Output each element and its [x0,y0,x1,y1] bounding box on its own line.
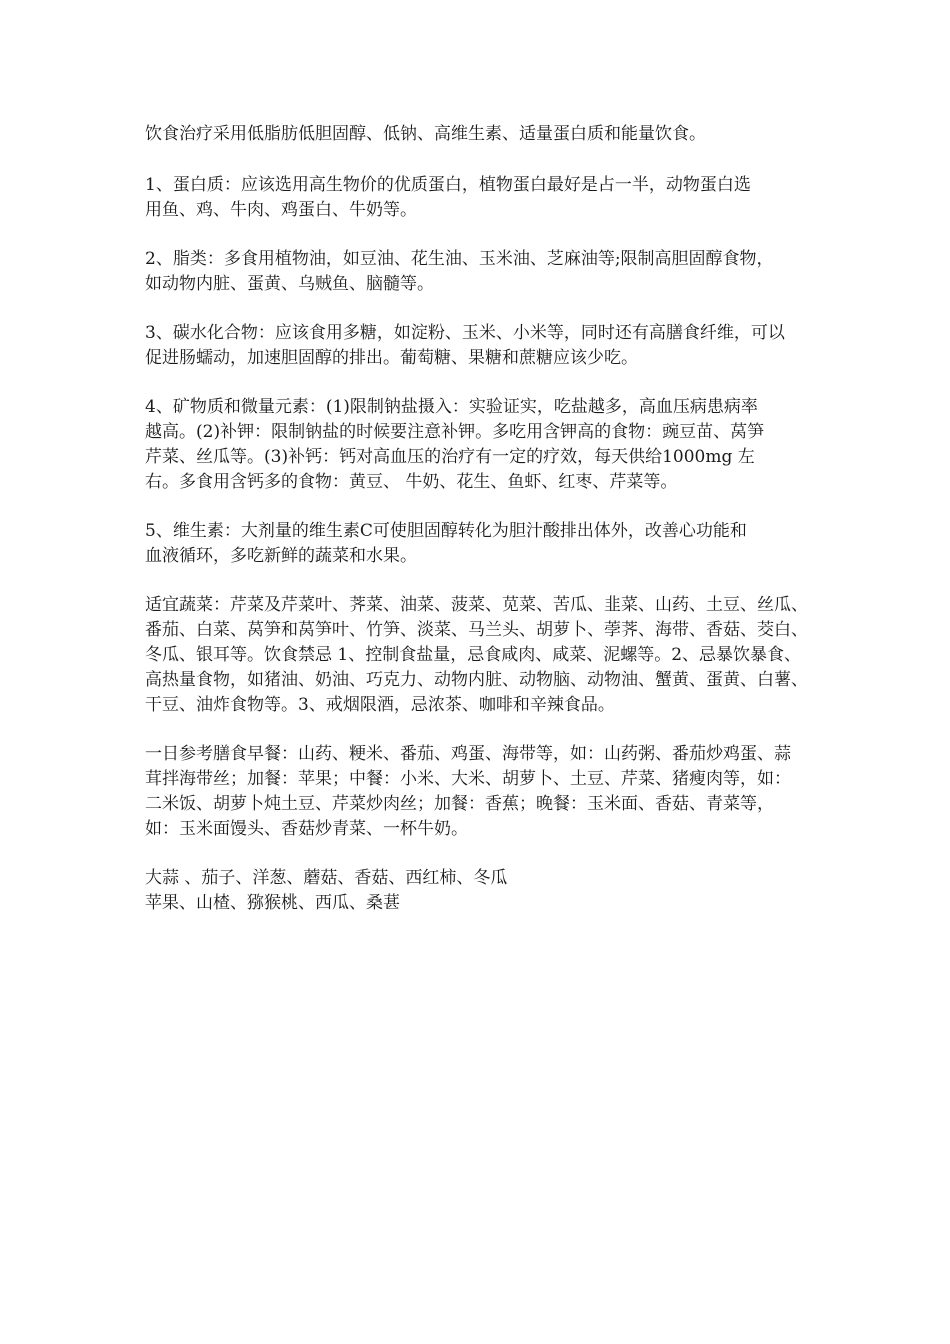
text-line: 茸拌海带丝；加餐：苹果；中餐：小米、大米、胡萝卜、土豆、芹菜、猪瘦肉等，如： [145,769,791,789]
fats-paragraph [145,247,815,297]
text-line: 血液循环，多吃新鲜的蔬菜和水果。 [145,546,417,566]
text-line: 1、蛋白质：应该选用高生物价的优质蛋白，植物蛋白最好是占一半，动物蛋白选 [145,175,751,195]
text-line: 右。多食用含钙多的食物：黄豆、 牛奶、花生、鱼虾、红枣、芹菜等。 [145,472,678,492]
text-line: 干豆、油炸食物等。3、戒烟限酒，忌浓茶、咖啡和辛辣食品。 [145,695,615,715]
text-line: 如动物内脏、蛋黄、乌贼鱼、脑髓等。 [145,274,434,294]
recommended-foods-paragraph [145,866,815,916]
minerals-paragraph [145,395,815,495]
text-line: 冬瓜、银耳等。饮食禁忌 1、控制食盐量，忌食咸肉、咸菜、泥螺等。2、忌暴饮暴食、 [145,645,802,665]
text-line: 苹果、山楂、猕猴桃、西瓜、桑葚 [145,893,400,913]
carbohydrates-paragraph [145,321,815,371]
text-line: 如：玉米面馒头、香菇炒青菜、一杯牛奶。 [145,819,468,839]
text-line: 一日参考膳食早餐：山药、粳米、番茄、鸡蛋、海带等，如：山药粥、番茄炒鸡蛋、蒜 [145,744,791,764]
vitamins-paragraph [145,519,815,569]
daily-menu-paragraph [145,742,815,842]
protein-paragraph [145,173,815,223]
text-line: 适宜蔬菜：芹菜及芹菜叶、荠菜、油菜、菠菜、苋菜、苦瓜、韭菜、山药、土豆、丝瓜、 [145,595,808,615]
suitable-vegetables-paragraph [145,593,815,718]
text-line: 4、矿物质和微量元素：(1)限制钠盐摄入：实验证实，吃盐越多，高血压病患病率 [145,397,758,417]
text-line: 饮食治疗采用低脂肪低胆固醇、低钠、高维生素、适量蛋白质和能量饮食。 [145,124,706,144]
text-line: 大蒜 、茄子、洋葱、蘑菇、香菇、西红柿、冬瓜 [145,868,508,888]
text-line: 番茄、白菜、莴笋和莴笋叶、竹笋、淡菜、马兰头、胡萝卜、荸荠、海带、香菇、茭白、 [145,620,808,640]
text-line: 3、碳水化合物：应该食用多糖，如淀粉、玉米、小米等，同时还有高膳食纤维，可以 [145,323,785,343]
intro-paragraph [145,122,815,147]
text-line: 越高。(2)补钾：限制钠盐的时候要注意补钾。多吃用含钾高的食物：豌豆苗、莴笋 [145,422,765,442]
document-page [145,122,815,916]
text-line: 5、维生素：大剂量的维生素C可使胆固醇转化为胆汁酸排出体外，改善心功能和 [145,521,747,541]
text-line: 高热量食物，如猪油、奶油、巧克力、动物内脏、动物脑、动物油、蟹黄、蛋黄、白薯、 [145,670,808,690]
text-line: 促进肠蠕动，加速胆固醇的排出。葡萄糖、果糖和蔗糖应该少吃。 [145,348,638,368]
text-line: 用鱼、鸡、牛肉、鸡蛋白、牛奶等。 [145,200,417,220]
text-line: 2、脂类：多食用植物油，如豆油、花生油、玉米油、芝麻油等;限制高胆固醇食物， [145,249,774,269]
text-line: 二米饭、胡萝卜炖土豆、芹菜炒肉丝；加餐：香蕉；晚餐：玉米面、香菇、青菜等， [145,794,774,814]
text-line: 芹菜、丝瓜等。(3)补钙：钙对高血压的治疗有一定的疗效，每天供给1000mg 左 [145,447,755,467]
